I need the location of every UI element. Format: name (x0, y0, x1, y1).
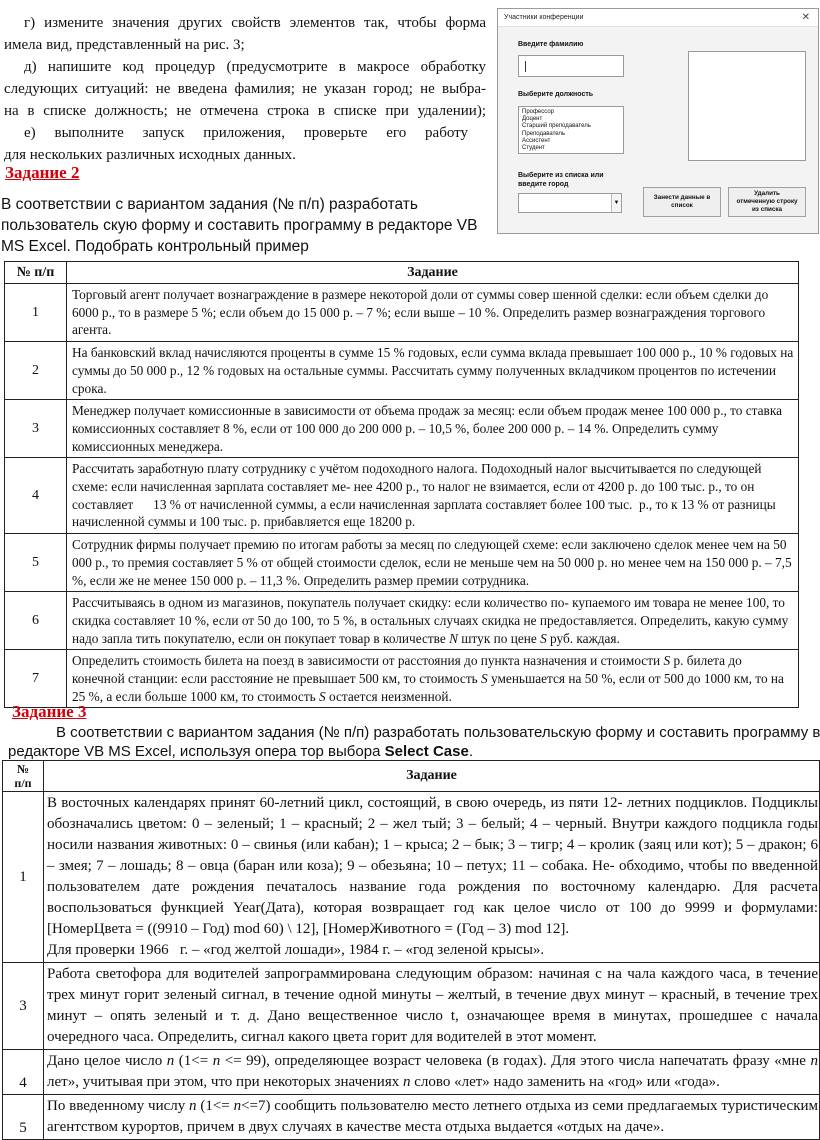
row-text-b: штук по цене (457, 630, 541, 646)
table-row (3, 1050, 820, 1095)
table-row (3, 1095, 820, 1140)
var-s: S (540, 630, 547, 646)
form-title-bar (498, 9, 818, 27)
position-label: Выберите должность (518, 91, 594, 98)
text-cursor (525, 61, 526, 72)
row-text: Торговый агент получает вознаграждение в размере некоторой доли от суммы совер шенной сделки: если объем сделки до 6000 р., то в размере 5 %; если объем до 15 000 р. – 7 %; если выше – 10 %. Определить размер вознаграждения торгового агента. (67, 284, 799, 342)
intro-line-1: г) измените значения других свойств элементов так, чтобы форма (24, 15, 486, 31)
position-listbox[interactable] (518, 106, 624, 154)
task3-col-num (3, 761, 44, 792)
var-s: S (481, 671, 488, 687)
row-num: 4 (5, 458, 67, 534)
table-row (5, 650, 799, 708)
task3-col-num-1: № (16, 762, 30, 776)
table-row (3, 963, 820, 1050)
var-n: n (189, 1098, 197, 1114)
task2-col-num: № п/п (5, 262, 67, 284)
chevron-down-icon[interactable]: ▼ (611, 194, 621, 212)
city-combobox[interactable] (518, 193, 622, 213)
participants-list[interactable] (688, 51, 806, 161)
list-item[interactable]: Ассистент (522, 137, 551, 144)
city-label-2: введите город (518, 181, 569, 188)
row-text-c: руб. каждая. (546, 630, 620, 646)
delete-button-line-2: отмеченную строку (736, 198, 798, 205)
task3-col-task: Задание (44, 761, 820, 792)
table-row (5, 342, 799, 400)
var-n: n (166, 1053, 175, 1069)
row-text-check: Для проверки 1966 г. – «год желтой лошади», 1984 г. – «год зеленой крысы». (47, 942, 545, 958)
close-icon[interactable]: ✕ (801, 12, 810, 23)
row-text-a: По введенному числу (47, 1098, 190, 1114)
intro-line-3: д) напишите код процедур (предусмотрите в макросе обработку (24, 59, 486, 75)
table-row (5, 400, 799, 458)
task2-table (4, 261, 799, 708)
row-num: 4 (3, 1050, 44, 1095)
row-text-a: Рассчитываясь в одном из магазинов, покупатель получает скидку: если количество по- купаемого им товара не менее 100, то скидка составляет 10 %, если от 50 до 100, то 5 %, в остальных случаях скидка не предоставляется. Определить, какую сумму надо запла тить покупателю, если он покупает товар в количестве (72, 595, 789, 646)
table-row (5, 284, 799, 342)
row-text-d: лет», учитывая при этом, что при некоторых значениях (47, 1074, 403, 1090)
add-to-list-button[interactable] (643, 187, 721, 217)
table-row (5, 458, 799, 534)
row-text (44, 1095, 820, 1140)
list-item[interactable]: Старший преподаватель (522, 123, 591, 130)
row-text: Сотрудник фирмы получает премию по итогам работы за месяц по следующей схеме: если заключено сделок менее чем на 50 000 р., то премия составляет 5 % от общей стоимости сделок, если не меньше чем на 50 000 р. но менее чем на 150 000 р. – 7,5 %, если же не менее 150 000 р. – 11,3 %. Определить размер премии сотрудника. (67, 534, 799, 592)
intro-line-4: следующих ситуаций: не введена фамилия; не указан город; не выбра- (4, 81, 486, 97)
task2-intro-line-1: В соответствии с вариантом задания (№ п/п) разработать (1, 196, 418, 213)
task3-title: Задание 3 (12, 702, 87, 721)
row-num: 1 (5, 284, 67, 342)
row-text-a: Дано целое число (47, 1053, 167, 1069)
row-text-c: уменьшается на 50 %, если от 500 до 1000 км, то на 25 %, а если больше 1000 км, то стоимость (72, 671, 784, 704)
row-text (44, 792, 820, 963)
intro-line-6: е) выполните запуск приложения, проверьте его работу (24, 125, 468, 141)
row-num: 5 (5, 534, 67, 592)
var-n: N (449, 630, 458, 646)
city-label-1: Выберите из списка или (518, 172, 604, 179)
task2-intro-line-3: MS Excel. Подобрать контрольный пример (1, 238, 309, 255)
table-row (5, 534, 799, 592)
task2-intro-line-2: пользователь скую форму и составить программу в редакторе VB (1, 217, 478, 234)
add-button-line-2: список (671, 202, 693, 209)
task3-col-num-2: п/п (14, 776, 32, 790)
row-text-b: (1<= (174, 1053, 213, 1069)
surname-input[interactable] (518, 55, 624, 77)
task3-intro-2c: . (468, 743, 474, 760)
row-text: На банковский вклад начисляются проценты в сумме 15 % годовых, если сумма вклада превышает 100 000 р., 10 % годовых на суммы до 50 000 р., 12 % годовых на остальные суммы. Рассчитать сумму полученных вкладчиком процентов по истечении срока. (67, 342, 799, 400)
row-text: Рассчитать заработную плату сотруднику с учётом подоходного налога. Подоходный налог высчитывается по следующей схеме: если начисленная зарплата составляет ме- нее 4200 р., то налог не взимается, если от 4200 р. до 100 тыс. р., то он составляет 13 % от начисленной суммы, а если начисленная зарплата составляет более 100 тыс. р., то к 13 % от разницы начисленной суммы и 100 тыс. р. прибавляется еще 18200 р. (67, 458, 799, 534)
task2-title: Задание 2 (5, 163, 80, 182)
table-row (5, 592, 799, 650)
var-n: n (810, 1053, 818, 1069)
task3-intro-2a: редакторе VB MS Excel, используя опера тор выбора (8, 743, 385, 760)
row-num: 2 (5, 342, 67, 400)
var-n: n (402, 1074, 411, 1090)
intro-line-7: для нескольких различных исходных данных. (4, 147, 296, 163)
add-button-line-1: Занести данные в (653, 194, 711, 201)
row-num: 1 (3, 792, 44, 963)
row-text (67, 650, 799, 708)
row-text-e: слово «лет» надо заменить на «год» или «года». (410, 1074, 720, 1090)
row-text-main: В восточных календарях принят 60-летний цикл, состоящий, в свою очередь, из пяти 12- летних подциклов. Подциклы обозначались цветом: 0 – зеленый; 1 – красный; 2 – жел тый; 3 – белый; 4 – черный. Внутри каждого подцикла годы носили названия животных: 0 – свинья (или кабан); 1 – крыса; 2 – бык; 3 – тигр; 4 – кролик (заяц или кот); 5 – дракон; 6 – змея; 7 – лошадь; 8 – овца (баран или коза); 9 – обезьяна; 10 – петух; 11 – собака. Не- обходимо, чтобы по введенной пользователем дате рождения печаталось название года рождения по восточному календарю. Для расчета воспользоваться функцией Year(Дата), которая возвращает год как целое число от 100 до 9999 и формулами: [НомерЦвета = ((9910 – Год) mod 60) \ 12], [НомерЖивотного = (Год – 3) mod 12]. (47, 795, 818, 937)
row-text (67, 592, 799, 650)
row-text (44, 1050, 820, 1095)
var-n: n (233, 1098, 242, 1114)
row-text-d: остается неизменной. (325, 688, 452, 704)
row-num: 3 (3, 963, 44, 1050)
row-num: 3 (5, 400, 67, 458)
var-s: S (663, 653, 671, 669)
delete-button-line-3: из списка (751, 206, 783, 213)
row-text-a: Определить стоимость билета на поезд в зависимости от расстояния до пункта назначения и стоимости (72, 653, 664, 669)
var-n: n (212, 1053, 221, 1069)
task2-col-task: Задание (67, 262, 799, 284)
list-item[interactable]: Преподаватель (522, 130, 566, 137)
surname-label: Введите фамилию (518, 41, 584, 48)
list-item[interactable]: Студент (522, 145, 545, 152)
task3-intro-line-1: В соответствии с вариантом задания (№ п/п) разработать пользовательскую форму и составить программу в (56, 724, 820, 741)
delete-row-button[interactable] (728, 187, 806, 217)
row-num: 7 (5, 650, 67, 708)
list-item[interactable]: Доцент (522, 116, 543, 123)
row-num: 6 (5, 592, 67, 650)
form-title: Участники конференции (504, 14, 584, 21)
list-item[interactable]: Профессор (522, 109, 555, 115)
row-num: 5 (3, 1095, 44, 1140)
row-text: Работа светофора для водителей запрограммирована следующим образом: начиная с на чала каждого часа, в течение трех минут горит зеленый сигнал, в течение одной минуты – желтый, в течение двух минут – красный, в течение трех минут – опять зеленый и т. д. Дано вещественное число t, означающее время в минутах, прошедшее с начала очередного часа. Определить, сигнал какого цвета горит для водителей в этот момент. (44, 963, 820, 1050)
task3-table (2, 760, 820, 1140)
intro-line-5: на в списке должность; не отмечена строка в списке при удалении); (4, 103, 486, 119)
task3-intro-line-2 (8, 741, 473, 762)
select-case-keyword: Select Case (384, 743, 469, 760)
intro-line-2: имела вид, представленный на рис. 3; (4, 37, 245, 53)
var-s: S (319, 688, 326, 704)
row-text-b: р. билета до конечной станции: если расстояние не превышает 500 км, то стоимость (72, 653, 742, 687)
conference-form-window (497, 8, 819, 234)
delete-button-line-1: Удалить (754, 190, 780, 197)
row-text-c: <= 99), определяющее возраст человека (в годах). Для этого числа напечатать фразу «мне (220, 1053, 811, 1069)
row-text: Менеджер получает комиссионные в зависимости от объема продаж за месяц: если объем продаж менее 100 000 р., то ставка комиссионных составляет 8 %, если от 100 000 до 200 000 р. – 10,5 %, более 200 000 р. – 14 %. Определить сумму комиссионных менеджера. (67, 400, 799, 458)
row-text-c: <=7) сообщить пользователю место летнего отдыха из семи предлагаемых туристическим агентством курортов, причем в двух случаях в качестве места отдыха выдается «отдых на даче». (47, 1098, 818, 1135)
task2-intro (1, 194, 487, 257)
row-text-b: (1<= (196, 1098, 234, 1114)
table-row (3, 792, 820, 963)
